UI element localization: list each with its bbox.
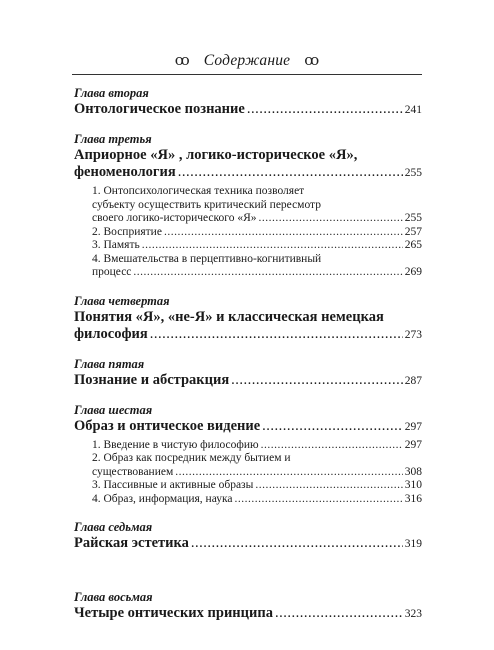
- section-entry: [74, 479, 422, 493]
- toc-chapter: [74, 590, 422, 622]
- chapter-title-entry: [74, 372, 422, 389]
- toc-chapter: [74, 86, 422, 118]
- section-list: [74, 439, 422, 507]
- leader-dots: [255, 479, 402, 493]
- page-number: 323: [404, 608, 422, 620]
- page-title: Содержание: [203, 52, 291, 69]
- section-title: 3. Память: [92, 239, 140, 251]
- chapter-title: Райская эстетика: [74, 535, 189, 551]
- toc-chapter: [74, 520, 422, 552]
- chapter-title-line: Априорное «Я» , логико-историческое «Я»,: [74, 147, 358, 163]
- chapter-title-entry: [74, 326, 422, 343]
- header-rule: [72, 74, 422, 75]
- chapter-title: Образ и онтическое видение: [74, 417, 261, 434]
- chapter-title: Четыре онтических принципа: [74, 605, 273, 621]
- section-entry: [74, 439, 422, 453]
- chapter-title-entry: [74, 535, 422, 552]
- leader-dots: [275, 605, 403, 622]
- chapter-label: Глава третья: [74, 132, 152, 146]
- chapter-title: Познание и абстракция: [74, 371, 230, 388]
- left-ornament-icon: ꝏ: [174, 52, 190, 69]
- page-number: 297: [404, 438, 422, 451]
- section-title: своего логико-исторического «Я»: [92, 212, 257, 224]
- page-number: 316: [404, 492, 422, 505]
- leader-dots: [259, 212, 403, 226]
- page-number: 319: [404, 538, 422, 550]
- toc-chapter: [74, 294, 422, 343]
- table-of-contents: [74, 86, 422, 622]
- page-number: 257: [404, 225, 422, 238]
- section-title-line: 1. Онтопсихологическая техника позволяет: [92, 185, 305, 197]
- page-number: 273: [404, 328, 422, 341]
- section-entry: [74, 212, 422, 226]
- chapter-label: Глава шестая: [74, 402, 153, 417]
- section-title: существованием: [92, 465, 174, 478]
- leader-dots: [261, 439, 403, 453]
- chapter-title-entry: [74, 164, 422, 181]
- section-title: 3. Пассивные и активные образы: [92, 479, 254, 491]
- section-title-line: 2. Образ как посредник между бытием и: [92, 452, 291, 464]
- chapter-title: философия: [74, 325, 148, 342]
- page-number: 269: [404, 266, 422, 278]
- leader-dots: [133, 266, 402, 280]
- section-title: 4. Образ, информация, наука: [92, 492, 233, 505]
- section-entry: [74, 493, 422, 507]
- leader-dots: [231, 372, 403, 389]
- page-number: 308: [404, 465, 422, 478]
- chapter-title-line: Понятия «Я», «не-Я» и классическая немецкая: [74, 308, 384, 325]
- section-entry: [74, 266, 422, 280]
- chapter-title-entry: [74, 101, 422, 118]
- leader-dots: [175, 466, 402, 480]
- chapter-label: Глава пятая: [74, 356, 145, 371]
- section-list: [74, 185, 422, 280]
- section-entry: [74, 239, 422, 253]
- section-title-line: субъекту осуществить критический пересмотр: [92, 198, 321, 211]
- leader-dots: [178, 164, 403, 181]
- page-number: 241: [404, 104, 422, 116]
- section-entry: [74, 466, 422, 480]
- section-entry: [74, 226, 422, 240]
- leader-dots: [164, 226, 403, 240]
- page-number: 297: [404, 420, 422, 433]
- section-title: 2. Восприятие: [92, 225, 162, 238]
- page-number: 255: [404, 212, 422, 224]
- chapter-label: Глава четвертая: [74, 293, 170, 308]
- section-title-line: 4. Вмешательства в перцептивно-когнитивный: [92, 252, 322, 265]
- toc-chapter: [74, 357, 422, 389]
- section-title: 1. Введение в чистую философию: [92, 438, 259, 451]
- chapter-title: Онтологическое познание: [74, 101, 245, 117]
- page-number: 310: [404, 479, 422, 491]
- running-header: [72, 50, 422, 72]
- chapter-label: Глава вторая: [74, 86, 149, 100]
- right-ornament-icon: ꝏ: [304, 52, 320, 69]
- page-number: 287: [404, 374, 422, 387]
- toc-chapter: [74, 403, 422, 507]
- leader-dots: [234, 493, 402, 507]
- leader-dots: [150, 326, 403, 343]
- chapter-label: Глава восьмая: [74, 590, 153, 604]
- chapter-title-entry: [74, 605, 422, 622]
- chapter-title-entry: [74, 418, 422, 435]
- leader-dots: [262, 418, 403, 435]
- page-number: 255: [404, 167, 422, 179]
- leader-dots: [191, 535, 403, 552]
- chapter-label: Глава седьмая: [74, 520, 153, 534]
- leader-dots: [247, 101, 403, 118]
- toc-chapter: [74, 132, 422, 280]
- page-number: 265: [404, 239, 422, 251]
- leader-dots: [142, 239, 403, 253]
- chapter-title: феноменология: [74, 164, 176, 180]
- section-title: процесс: [92, 266, 132, 278]
